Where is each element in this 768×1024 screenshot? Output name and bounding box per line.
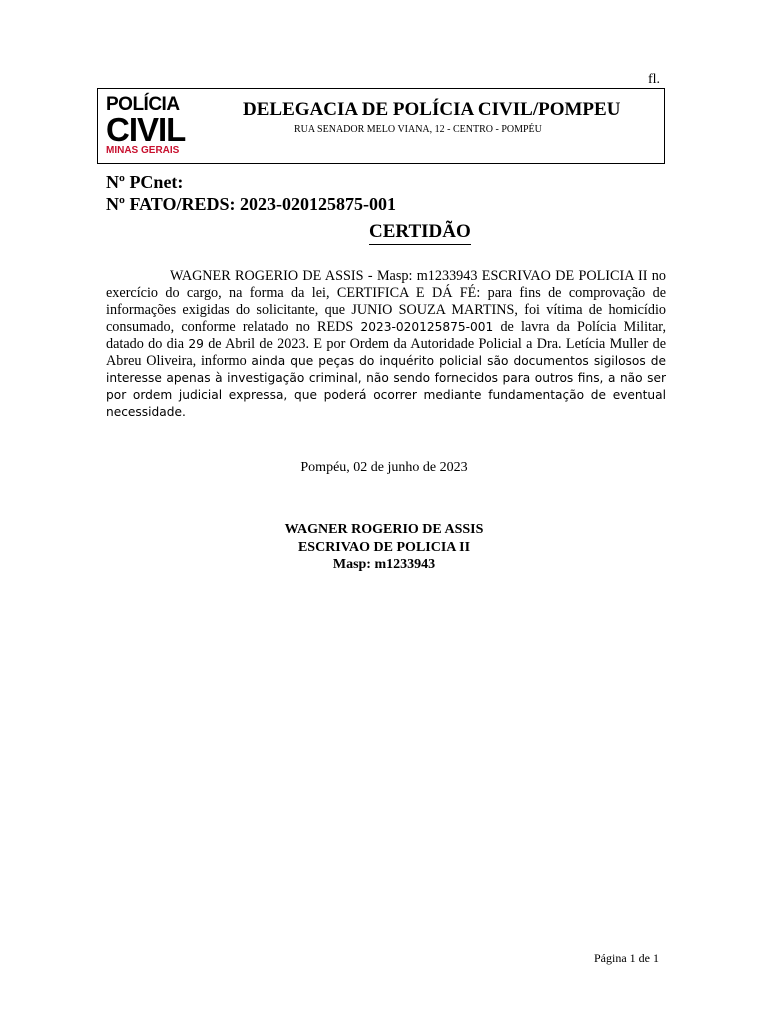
- agency-address: RUA SENADOR MELO VIANA, 12 - CENTRO - POMPÉU: [294, 124, 542, 135]
- body-reds-number: 2023-020125875-001: [360, 320, 494, 334]
- signatory-name: WAGNER ROGERIO DE ASSIS: [284, 522, 484, 537]
- certificate-body: [106, 268, 666, 421]
- folio-label: fl.: [648, 72, 661, 87]
- document-title: CERTIDÃO: [369, 221, 471, 245]
- letterhead: [97, 88, 665, 164]
- body-part-2: de lavra da Polícia Militar, datado do dia: [106, 319, 666, 352]
- body-part-3: de Abril de 2023. E por Ordem da Autoridade Policial a Dra. Letícia Muller de Abreu Oliveira, informo: [106, 336, 666, 369]
- logo-line-minas-gerais: MINAS GERAIS: [106, 145, 180, 156]
- body-part-1: WAGNER ROGERIO DE ASSIS - Masp: m1233943 ESCRIVAO DE POLICIA II no exercício do cargo, na forma da lei, CERTIFICA E DÁ FÉ: para fins de comprovação de informações exigidas do solicitante, que JUNIO SOUZA MARTINS, foi vítima de homicídio consumado, conforme relatado no REDS: [106, 268, 666, 335]
- fato-reds-number: Nº FATO/REDS: 2023-020125875-001: [106, 194, 396, 214]
- policia-civil-logo: [106, 95, 186, 159]
- place-and-date: Pompéu, 02 de junho de 2023: [300, 460, 468, 475]
- logo-line-policia: POLÍCIA: [106, 94, 180, 115]
- signatory-role: ESCRIVAO DE POLICIA II: [297, 540, 471, 555]
- signatory-masp: Masp: m1233943: [332, 557, 436, 572]
- logo-line-civil: CIVIL: [106, 111, 186, 148]
- page-number: Página 1 de 1: [594, 951, 659, 965]
- agency-title: DELEGACIA DE POLÍCIA CIVIL/POMPEU: [243, 99, 621, 120]
- pcnet-number: Nº PCnet:: [106, 172, 184, 192]
- body-part-4: ainda que peças do inquérito policial são documentos sigilosos de interesse apenas à investigação criminal, não sendo fornecidos para outros fins, a não ser por ordem judicial expressa, que poderá ocorrer mediante fundamentação de eventual necessidade.: [106, 354, 666, 419]
- body-date-number: 29: [188, 337, 204, 351]
